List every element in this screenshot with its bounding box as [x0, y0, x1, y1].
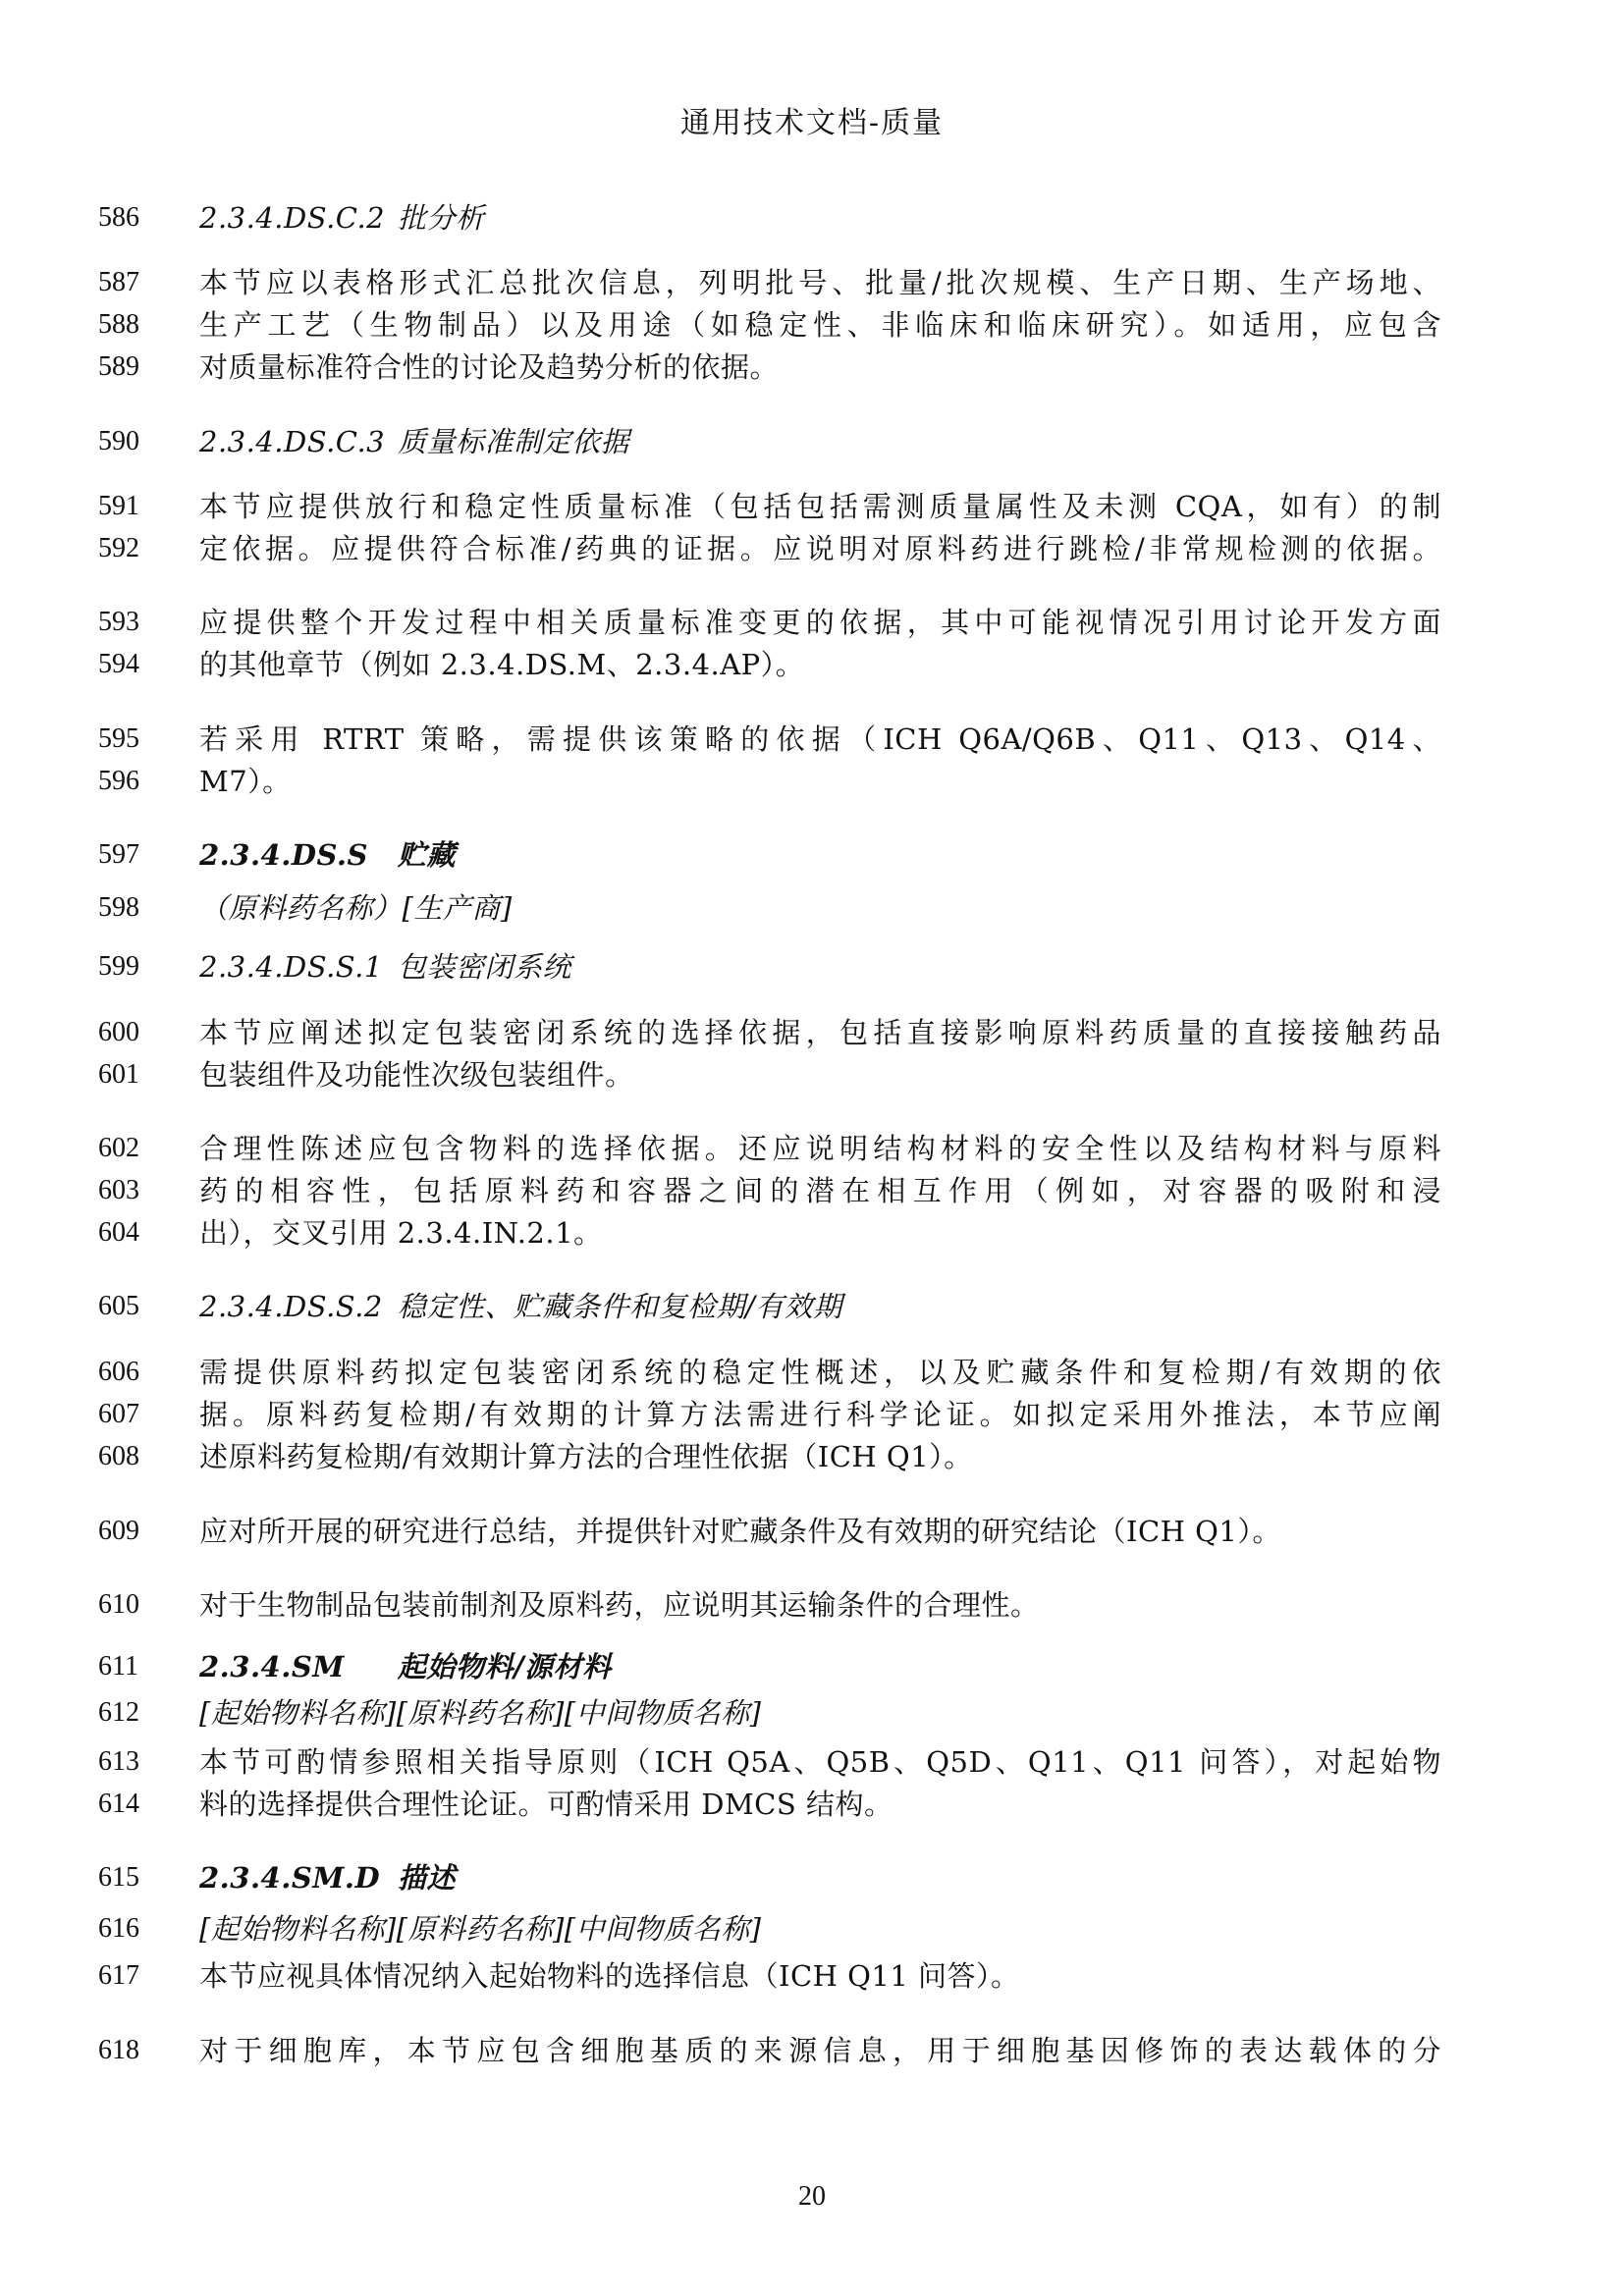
document-line [0, 1909, 1624, 1949]
section-title: 描述 [398, 1861, 457, 1895]
line-number: 614 [98, 1789, 139, 1819]
section-code: 2.3.4.DS.C.2 [199, 201, 386, 235]
document-line [0, 720, 1624, 759]
document-line [0, 1129, 1624, 1168]
document-line [0, 1785, 1624, 1824]
section-code: 2.3.4.SM [199, 1650, 345, 1683]
line-number: 613 [98, 1746, 139, 1777]
paragraph-line: 出），交叉引用 2.3.4.IN.2.1。 [199, 1216, 603, 1250]
section-title: 贮藏 [398, 838, 457, 872]
section-heading [199, 1647, 1441, 1686]
document-line [0, 1287, 1624, 1326]
document-line [0, 1395, 1624, 1434]
document-line [0, 603, 1624, 642]
section-heading [199, 1287, 1441, 1326]
paragraph-line: 对于细胞库，本节应包含细胞基质的来源信息，用于细胞基因修饰的表达载体的分 [199, 2034, 1441, 2067]
document-line [0, 947, 1624, 987]
document-line [0, 1171, 1624, 1210]
document-line [0, 835, 1624, 875]
line-number: 592 [98, 533, 139, 563]
line-number: 589 [98, 351, 139, 382]
line-number: 588 [98, 309, 139, 340]
document-line [0, 1213, 1624, 1253]
document-line [0, 2031, 1624, 2070]
line-number: 610 [98, 1589, 139, 1620]
section-heading [199, 947, 1441, 987]
document-line [0, 1353, 1624, 1392]
paragraph-line: 的其他章节（例如 2.3.4.DS.M、2.3.4.AP）。 [199, 648, 805, 681]
line-number: 594 [98, 649, 139, 679]
document-line [0, 1647, 1624, 1686]
line-number: 615 [98, 1862, 139, 1893]
line-number: 604 [98, 1217, 139, 1248]
document-line [0, 263, 1624, 302]
section-code: 2.3.4.DS.S [199, 838, 368, 872]
document-line [0, 645, 1624, 684]
section-title: 批分析 [398, 201, 485, 235]
line-number: 586 [98, 202, 139, 233]
document-line [0, 529, 1624, 568]
paragraph-line: M7）。 [199, 765, 292, 798]
section-title: 包装密闭系统 [398, 950, 572, 984]
paragraph-line: 应对所开展的研究进行总结，并提供针对贮藏条件及有效期的研究结论（ICH Q1）。 [199, 1515, 1281, 1548]
paragraph-line: 包装组件及功能性次级包装组件。 [199, 1058, 634, 1092]
document-line [0, 1956, 1624, 1996]
section-code: 2.3.4.DS.C.3 [199, 425, 386, 458]
section-heading [199, 1858, 1441, 1897]
section-heading [199, 422, 1441, 461]
paragraph-line: 述原料药复检期/有效期计算方法的合理性依据（ICH Q1）。 [199, 1440, 973, 1473]
document-line [0, 1585, 1624, 1625]
line-number: 587 [98, 267, 139, 297]
line-number: 602 [98, 1133, 139, 1163]
line-number: 612 [98, 1697, 139, 1728]
line-number: 599 [98, 951, 139, 982]
document-line [0, 305, 1624, 345]
document-line [0, 1437, 1624, 1476]
paragraph-line: 本节应视具体情况纳入起始物料的选择信息（ICH Q11 问答）。 [199, 1959, 1020, 1993]
document-line [0, 762, 1624, 801]
paragraph-line: 本节应阐述拟定包装密闭系统的选择依据，包括直接影响原料药质量的直接接触药品 [199, 1016, 1441, 1049]
line-number: 607 [98, 1399, 139, 1429]
section-title: 起始物料/源材料 [398, 1650, 612, 1683]
page-number: 20 [798, 2181, 826, 2212]
paragraph-line: 药的相容性，包括原料药和容器之间的潜在相互作用（例如，对容器的吸附和浸 [199, 1174, 1441, 1207]
line-number: 609 [98, 1516, 139, 1546]
paragraph-line: 本节应以表格形式汇总批次信息，列明批号、批量/批次规模、生产日期、生产场地、 [199, 266, 1441, 299]
line-number: 590 [98, 426, 139, 456]
line-number: 608 [98, 1441, 139, 1471]
section-title: 稳定性、贮藏条件和复检期/有效期 [398, 1290, 842, 1323]
document-line [0, 1512, 1624, 1551]
document-line [0, 888, 1624, 928]
paragraph-line: 若采用 RTRT 策略，需提供该策略的依据（ICH Q6A/Q6B、Q11、Q13、Q14、 [199, 722, 1441, 756]
document-line [0, 198, 1624, 238]
line-number: 603 [98, 1175, 139, 1205]
line-number: 617 [98, 1960, 139, 1991]
section-code: 2.3.4.SM.D [199, 1861, 381, 1895]
paragraph-line: 需提供原料药拟定包装密闭系统的稳定性概述，以及贮藏条件和复检期/有效期的依 [199, 1356, 1441, 1389]
paragraph-line: 对于生物制品包装前制剂及原料药，应说明其运输条件的合理性。 [199, 1588, 1040, 1622]
placeholder-line: [起始物料名称][原料药名称][中间物质名称] [199, 1696, 762, 1730]
line-number: 600 [98, 1017, 139, 1047]
line-number: 591 [98, 491, 139, 521]
paragraph-line: 生产工艺（生物制品）以及用途（如稳定性、非临床和临床研究）。如适用，应包含 [199, 308, 1441, 342]
document-header: 通用技术文档-质量 [679, 106, 945, 140]
line-number: 611 [98, 1651, 138, 1682]
line-number: 616 [98, 1913, 139, 1944]
paragraph-line: 据。原料药复检期/有效期的计算方法需进行科学论证。如拟定采用外推法，本节应阐 [199, 1398, 1441, 1431]
line-number: 597 [98, 839, 139, 870]
document-line [0, 1742, 1624, 1782]
line-number: 593 [98, 607, 139, 637]
document-line [0, 1858, 1624, 1897]
section-heading [199, 835, 1441, 875]
paragraph-line: 合理性陈述应包含物料的选择依据。还应说明结构材料的安全性以及结构材料与原料 [199, 1132, 1441, 1165]
paragraph-line: 本节可酌情参照相关指导原则（ICH Q5A、Q5B、Q5D、Q11、Q11 问答），对起始物 [199, 1745, 1441, 1779]
placeholder-line: [起始物料名称][原料药名称][中间物质名称] [199, 1912, 762, 1946]
section-code: 2.3.4.DS.S.1 [199, 950, 383, 984]
document-line [0, 1013, 1624, 1052]
line-number: 601 [98, 1059, 139, 1090]
paragraph-line: 本节应提供放行和稳定性质量标准（包括包括需测质量属性及未测 CQA，如有）的制 [199, 490, 1441, 523]
document-line [0, 347, 1624, 387]
line-number: 598 [98, 892, 139, 923]
paragraph-line: 对质量标准符合性的讨论及趋势分析的依据。 [199, 350, 780, 384]
paragraph-line: 应提供整个开发过程中相关质量标准变更的依据，其中可能视情况引用讨论开发方面 [199, 606, 1441, 639]
line-number: 606 [98, 1357, 139, 1387]
paragraph-line: 定依据。应提供符合标准/药典的证据。应说明对原料药进行跳检/非常规检测的依据。 [199, 532, 1441, 565]
line-number: 605 [98, 1291, 139, 1321]
document-line [0, 422, 1624, 461]
line-number: 595 [98, 723, 139, 754]
document-line [0, 1693, 1624, 1733]
paragraph-line: 料的选择提供合理性论证。可酌情采用 DMCS 结构。 [199, 1788, 893, 1821]
placeholder-line: （原料药名称）[生产商] [199, 891, 513, 925]
line-number: 618 [98, 2035, 139, 2065]
line-number: 596 [98, 766, 139, 796]
section-code: 2.3.4.DS.S.2 [199, 1290, 383, 1323]
section-title: 质量标准制定依据 [398, 425, 630, 458]
document-line [0, 1055, 1624, 1095]
section-heading [199, 198, 1441, 238]
document-line [0, 487, 1624, 526]
